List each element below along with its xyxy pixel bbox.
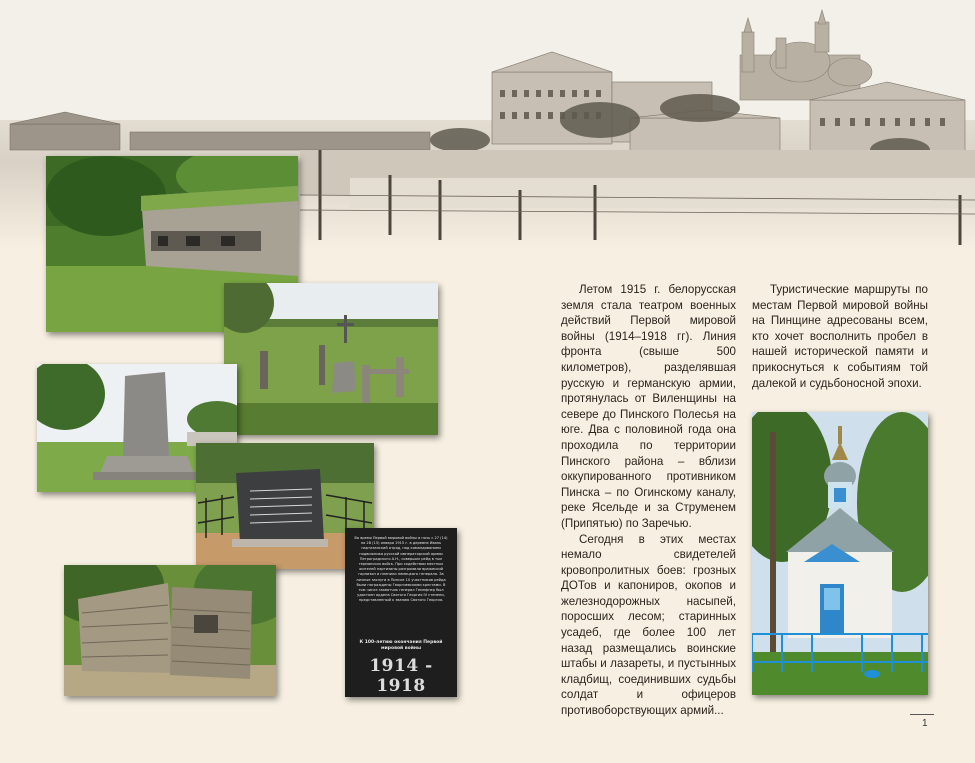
text-column-left (561, 282, 736, 719)
photo-chapel (752, 412, 928, 695)
photo-field-cemetery (224, 283, 438, 435)
paragraph: Сегодня в этих местах немало свидетелей кровопролитных боев: грозных ДОТов и капониров, окопов и железнодорожных насыпей, поросших лесом; старинных усадеб, где более 100 лет назад размещались воинские штабы и лазареты, и пустынных кладбищ, соединивших судьбы солдат и офицеров противоборствующих армий... (561, 532, 736, 718)
page-number-rule (910, 714, 934, 715)
paragraph: Туристические маршруты по местам Первой мировой войны на Пинщине адресованы всем, кто хочет восполнить пробел в нашей исторической памяти и прикоснуться к событиям той далекой и судьбоносной эпохи. (752, 283, 928, 390)
page-number: 1 (922, 718, 928, 729)
plaque-years: 1914 - 1918 (369, 656, 433, 696)
plaque-text: Во время Первой мировой войны в ночь с 27 (14) по 28 (15) января 1915 г. в деревне Ивань партизанский отряд, под командованием подвижника русской императорской армии Петроградского А.Н., совершил рейд в тыл германских войск. При содействии местных жителей партизаны разгромили вражеский гарнизон и пленили немецкого генерала. За личные заслуги в Пинске 10 участников рейда были награждены Георгиевскими крестами. В том числе захватчик генерал Гемпфнер был удостоен ордена Святого Георгия IV степени, представленный к званию Святого Георгия. (354, 536, 448, 603)
photo-bunker-ruins (64, 565, 276, 696)
plaque-caption: К 100-летию окончания Первой мировой войны (359, 640, 443, 651)
text-column-right (752, 282, 928, 391)
memorial-plaque (345, 528, 457, 697)
paragraph: Летом 1915 г. белорусская земля стала театром военных действий Первой мировой войны (1914–1918 гг). Линия фронта (свыше 500 километров), разделявшая русскую и германскую армии, протянулась от Виленщины на севере до Пинского Полесья на юге. Два с половиной года она проходила по территории Пинского района – вблизи оккупированного противником Пинска – по Огинскому каналу, реке Ясельде и за Струменем (Припятью) по Заречью. (561, 283, 736, 530)
